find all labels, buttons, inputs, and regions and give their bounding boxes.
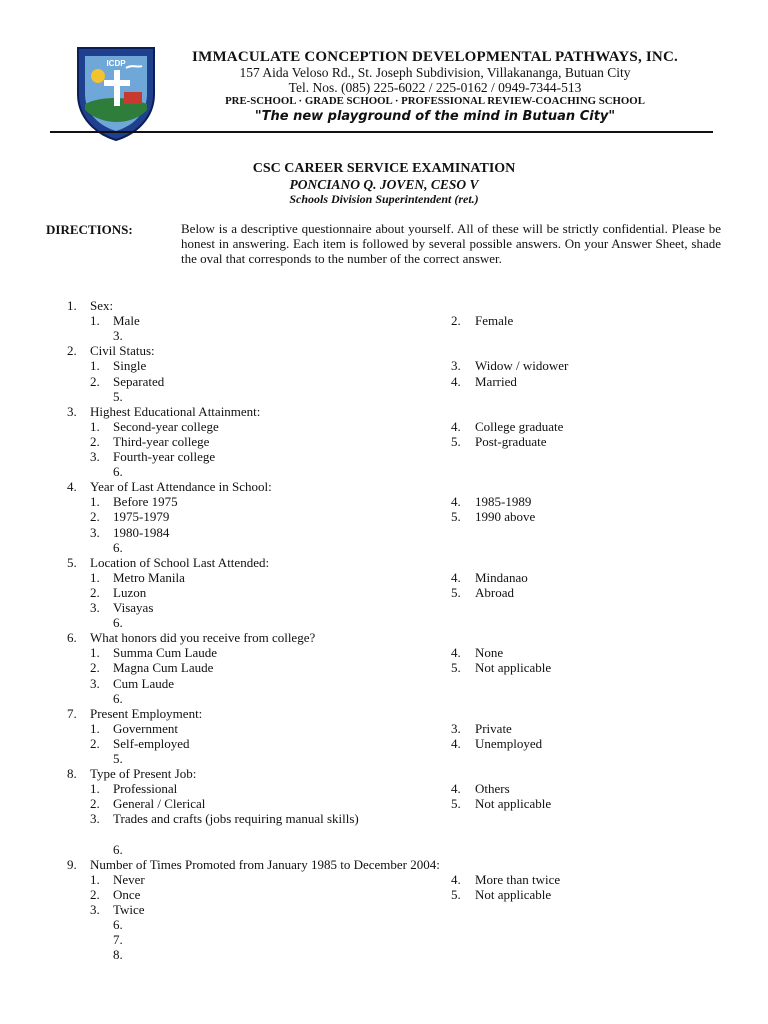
option-right-number: 5. xyxy=(451,509,461,525)
option-right-text: Not applicable xyxy=(475,660,552,676)
author-position: Schools Division Superintendent (ret.) xyxy=(289,192,479,206)
directions-label: DIRECTIONS: xyxy=(46,222,133,237)
option-left-number: 2. xyxy=(90,373,100,389)
option-right-text: Abroad xyxy=(475,584,514,600)
option-left-text: General / Clerical xyxy=(113,796,206,812)
option-right-text: 1990 above xyxy=(475,509,536,525)
question-5-text: Location of School Last Attended: xyxy=(90,554,270,570)
option-left-text: Male xyxy=(113,313,140,329)
blank-option-number: 6. xyxy=(113,615,123,631)
blank-option-number: 6. xyxy=(113,690,123,706)
option-left-number: 1. xyxy=(90,645,100,661)
option-right-number: 4. xyxy=(451,418,461,434)
option-left-text: Luzon xyxy=(113,584,147,600)
option-right-number: 4. xyxy=(451,871,461,887)
org-name: IMMACULATE CONCEPTION DEVELOPMENTAL PATHWAYS, INC. xyxy=(192,49,678,65)
option-right-text: 1985-1989 xyxy=(475,494,532,510)
option-right-text: Not applicable xyxy=(475,886,552,902)
blank-option-number: 6. xyxy=(113,841,123,857)
question-9-number: 9. xyxy=(67,856,77,872)
question-9-text: Number of Times Promoted from January 1985 to December 2004: xyxy=(90,856,440,872)
option-left-text: Single xyxy=(113,358,147,374)
option-right-number: 4. xyxy=(451,781,461,797)
option-left-text: Visayas xyxy=(113,600,154,615)
blank-option-number: 6. xyxy=(113,917,123,933)
question-2-text: Civil Status: xyxy=(90,343,155,359)
option-right-text: Mindanao xyxy=(475,569,528,585)
school-levels: PRE-SCHOOL · GRADE SCHOOL · PROFESSIONAL REVIEW-COACHING SCHOOL xyxy=(225,95,645,107)
question-2-number: 2. xyxy=(67,343,77,359)
option-left-text: Before 1975 xyxy=(113,494,178,510)
blank-option-number: 3. xyxy=(113,328,123,344)
option-left-text: Second-year college xyxy=(113,418,219,434)
option-left-number: 1. xyxy=(90,569,100,585)
blank-option-number: 6. xyxy=(113,539,123,555)
option-left-number: 3. xyxy=(90,675,100,691)
option-left-number: 3. xyxy=(90,811,100,827)
option-left-text: Self-employed xyxy=(113,735,190,751)
option-right-number: 5. xyxy=(451,796,461,812)
option-left-text: 1980-1984 xyxy=(113,524,170,540)
svg-text:ICDP: ICDP xyxy=(106,59,126,68)
question-6-number: 6. xyxy=(67,630,77,646)
option-right-number: 4. xyxy=(451,735,461,751)
question-7-text: Present Employment: xyxy=(90,705,203,721)
option-right-number: 2. xyxy=(451,313,461,329)
blank-option-number: 8. xyxy=(113,947,123,963)
question-3-number: 3. xyxy=(67,403,77,419)
option-right-number: 5. xyxy=(451,660,461,676)
blank-option-number: 6. xyxy=(113,464,123,480)
option-left-text: Government xyxy=(113,720,178,736)
option-left-text: Separated xyxy=(113,373,165,389)
option-left-text: Cum Laude xyxy=(113,675,175,691)
option-right-text: Married xyxy=(475,373,517,389)
option-right-number: 5. xyxy=(451,433,461,449)
question-8-text: Type of Present Job: xyxy=(90,766,197,782)
directions-text: Below is a descriptive questionnaire about yourself. All of these will be strictly confidential. Please be honest in answering. Each item is followed by several possible answers. On your Answer Sheet, shade the oval that corresponds to the number of the correct answer. xyxy=(181,221,721,267)
option-left-text: Once xyxy=(113,886,141,902)
question-5-number: 5. xyxy=(67,554,77,570)
option-left-number: 1. xyxy=(90,720,100,736)
option-right-number: 3. xyxy=(451,358,461,374)
header-divider xyxy=(50,131,713,133)
question-1-text: Sex: xyxy=(90,298,114,313)
option-right-text: Private xyxy=(475,720,512,736)
option-left-text: Summa Cum Laude xyxy=(113,645,217,661)
option-left-number: 1. xyxy=(90,313,100,329)
option-right-number: 4. xyxy=(451,373,461,389)
option-right-text: Widow / widower xyxy=(475,358,569,374)
blank-option-number: 5. xyxy=(113,751,123,766)
option-right-text: Post-graduate xyxy=(475,433,547,449)
option-left-text: Metro Manila xyxy=(113,569,185,585)
question-1-number: 1. xyxy=(67,298,77,313)
option-left-number: 2. xyxy=(90,886,100,902)
option-left-number: 2. xyxy=(90,735,100,751)
option-right-text: College graduate xyxy=(475,418,564,434)
option-left-number: 3. xyxy=(90,600,100,615)
question-6-text: What honors did you receive from college? xyxy=(90,630,316,646)
option-left-number: 2. xyxy=(90,660,100,676)
option-left-number: 1. xyxy=(90,358,100,374)
option-right-number: 5. xyxy=(451,584,461,600)
option-left-number: 1. xyxy=(90,781,100,797)
option-right-text: Not applicable xyxy=(475,796,552,812)
option-left-number: 2. xyxy=(90,584,100,600)
school-logo xyxy=(72,42,160,142)
option-left-number: 3. xyxy=(90,524,100,540)
author-name: PONCIANO Q. JOVEN, CESO V xyxy=(289,177,479,192)
option-right-text: More than twice xyxy=(475,871,561,887)
option-right-text: Unemployed xyxy=(475,735,543,751)
question-8-number: 8. xyxy=(67,766,77,782)
option-left-number: 1. xyxy=(90,418,100,434)
option-left-text: Fourth-year college xyxy=(113,449,216,464)
question-4-text: Year of Last Attendance in School: xyxy=(90,479,272,495)
option-right-number: 4. xyxy=(451,494,461,510)
blank-option-number: 5. xyxy=(113,388,123,404)
option-left-number: 1. xyxy=(90,871,100,887)
option-left-number: 2. xyxy=(90,509,100,525)
option-left-text: Trades and crafts (jobs requiring manual skills) xyxy=(113,811,359,827)
question-7-number: 7. xyxy=(67,705,77,721)
org-telephone: Tel. Nos. (085) 225-6022 / 225-0162 / 0949-7344-513 xyxy=(288,80,582,95)
option-left-number: 3. xyxy=(90,902,100,917)
org-address: 157 Aida Veloso Rd., St. Joseph Subdivision, Villakananga, Butuan City xyxy=(239,65,631,80)
tagline: "The new playground of the mind in Butuan City" xyxy=(254,109,616,124)
option-right-number: 4. xyxy=(451,645,461,661)
option-right-number: 5. xyxy=(451,886,461,902)
option-left-number: 3. xyxy=(90,449,100,464)
option-left-number: 1. xyxy=(90,494,100,510)
option-left-text: Twice xyxy=(113,902,145,917)
option-left-text: 1975-1979 xyxy=(113,509,170,525)
option-right-number: 4. xyxy=(451,569,461,585)
option-right-text: Female xyxy=(475,313,514,329)
option-left-text: Professional xyxy=(113,781,178,797)
option-left-text: Third-year college xyxy=(113,433,210,449)
option-left-number: 2. xyxy=(90,433,100,449)
option-left-text: Magna Cum Laude xyxy=(113,660,214,676)
option-right-text: None xyxy=(475,645,504,661)
question-3-text: Highest Educational Attainment: xyxy=(90,403,261,419)
option-right-number: 3. xyxy=(451,720,461,736)
option-right-text: Others xyxy=(475,781,510,797)
option-left-text: Never xyxy=(113,871,145,887)
blank-option-number: 7. xyxy=(113,932,123,948)
question-4-number: 4. xyxy=(67,479,77,495)
exam-title: CSC CAREER SERVICE EXAMINATION xyxy=(252,161,516,176)
option-left-number: 2. xyxy=(90,796,100,812)
